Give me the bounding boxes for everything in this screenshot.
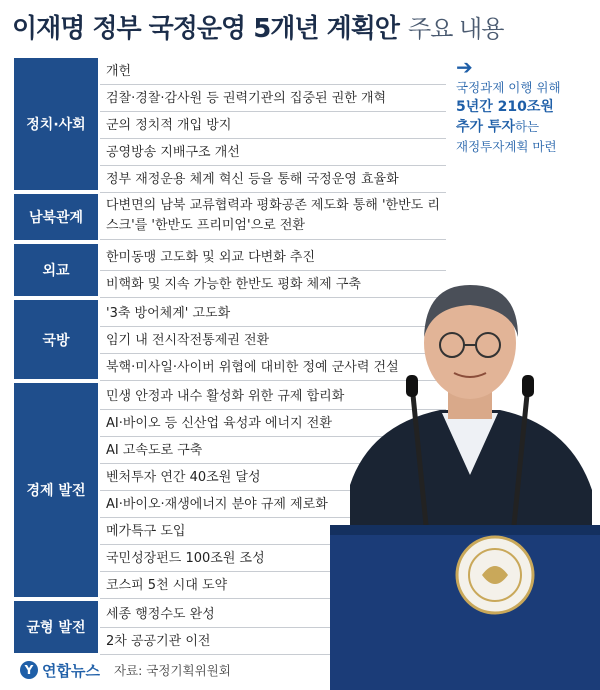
list-item: AI 고속도로 구축 xyxy=(100,437,446,464)
category-label: 균형 발전 xyxy=(14,601,98,655)
list-item: 세종 행정수도 완성 xyxy=(100,601,446,628)
arrow-right-icon: ➔ xyxy=(456,55,473,79)
list-item: 다변면의 남북 교류협력과 평화공존 제도화 통해 '한반도 리스크'를 '한반도 프리미엄'으로 전환 xyxy=(100,194,446,240)
source-note: 자료: 국정기획위원회 xyxy=(113,663,231,678)
list-item: 정부 재정운용 체계 혁신 등을 통해 국정운영 효율화 xyxy=(100,166,446,193)
speaker-photo xyxy=(330,275,600,690)
list-item: 메가특구 도입 xyxy=(100,518,446,545)
callout-line-3-rest: 하는 xyxy=(514,119,540,134)
yonhap-logo-icon: Y xyxy=(20,661,38,679)
list-item: 민생 안정과 내수 활성화 위한 규제 합리화 xyxy=(100,383,446,410)
item-list xyxy=(100,58,446,192)
section-politics-society xyxy=(14,58,446,192)
callout-line-2: 5년간 210조원 xyxy=(456,99,554,115)
page-title xyxy=(12,8,592,50)
list-item: 공영방송 지배구조 개선 xyxy=(100,139,446,166)
list-item: 2차 공공기관 이전 xyxy=(100,628,446,655)
list-item: 비핵화 및 지속 가능한 한반도 평화 체제 구축 xyxy=(100,271,446,298)
category-label: 외교 xyxy=(14,244,98,298)
title-sub: 주요 내용 xyxy=(408,15,504,43)
yonhap-logo: 연합뉴스 xyxy=(42,661,100,680)
callout-line-3-bold: 추가 투자 xyxy=(456,119,515,135)
investment-callout xyxy=(456,56,596,156)
title-main: 이재명 정부 국정운영 5개년 계획안 xyxy=(12,14,399,44)
category-label: 정치·사회 xyxy=(14,58,98,192)
list-item: 검찰·경찰·감사원 등 권력기관의 집중된 권한 개혁 xyxy=(100,85,446,112)
list-item: 북핵·미사일·사이버 위협에 대비한 정예 군사력 건설 xyxy=(100,354,446,381)
category-label: 국방 xyxy=(14,300,98,381)
item-list xyxy=(100,194,446,242)
category-label: 경제 발전 xyxy=(14,383,98,599)
callout-line-1: 국정과제 이행 위해 xyxy=(456,80,561,95)
list-item: AI·바이오 등 신산업 육성과 에너지 전환 xyxy=(100,410,446,437)
section-inter-korean xyxy=(14,194,446,242)
category-label: 남북관계 xyxy=(14,194,98,242)
list-item: 벤처투자 연간 40조원 달성 xyxy=(100,464,446,491)
list-item: '3축 방어체계' 고도화 xyxy=(100,300,446,327)
list-item: 국민성장펀드 100조원 조성 xyxy=(100,545,446,572)
list-item: AI·바이오·재생에너지 분야 규제 제로화 xyxy=(100,491,446,518)
list-item: 군의 정치적 개입 방지 xyxy=(100,112,446,139)
callout-line-4: 재정투자계획 마련 xyxy=(456,139,557,154)
list-item: 개헌 xyxy=(100,58,446,85)
list-item: 코스피 5천 시대 도약 xyxy=(100,572,446,599)
list-item: 한미동맹 고도화 및 외교 다변화 추진 xyxy=(100,244,446,271)
footer xyxy=(20,657,231,683)
list-item: 임기 내 전시작전통제권 전환 xyxy=(100,327,446,354)
